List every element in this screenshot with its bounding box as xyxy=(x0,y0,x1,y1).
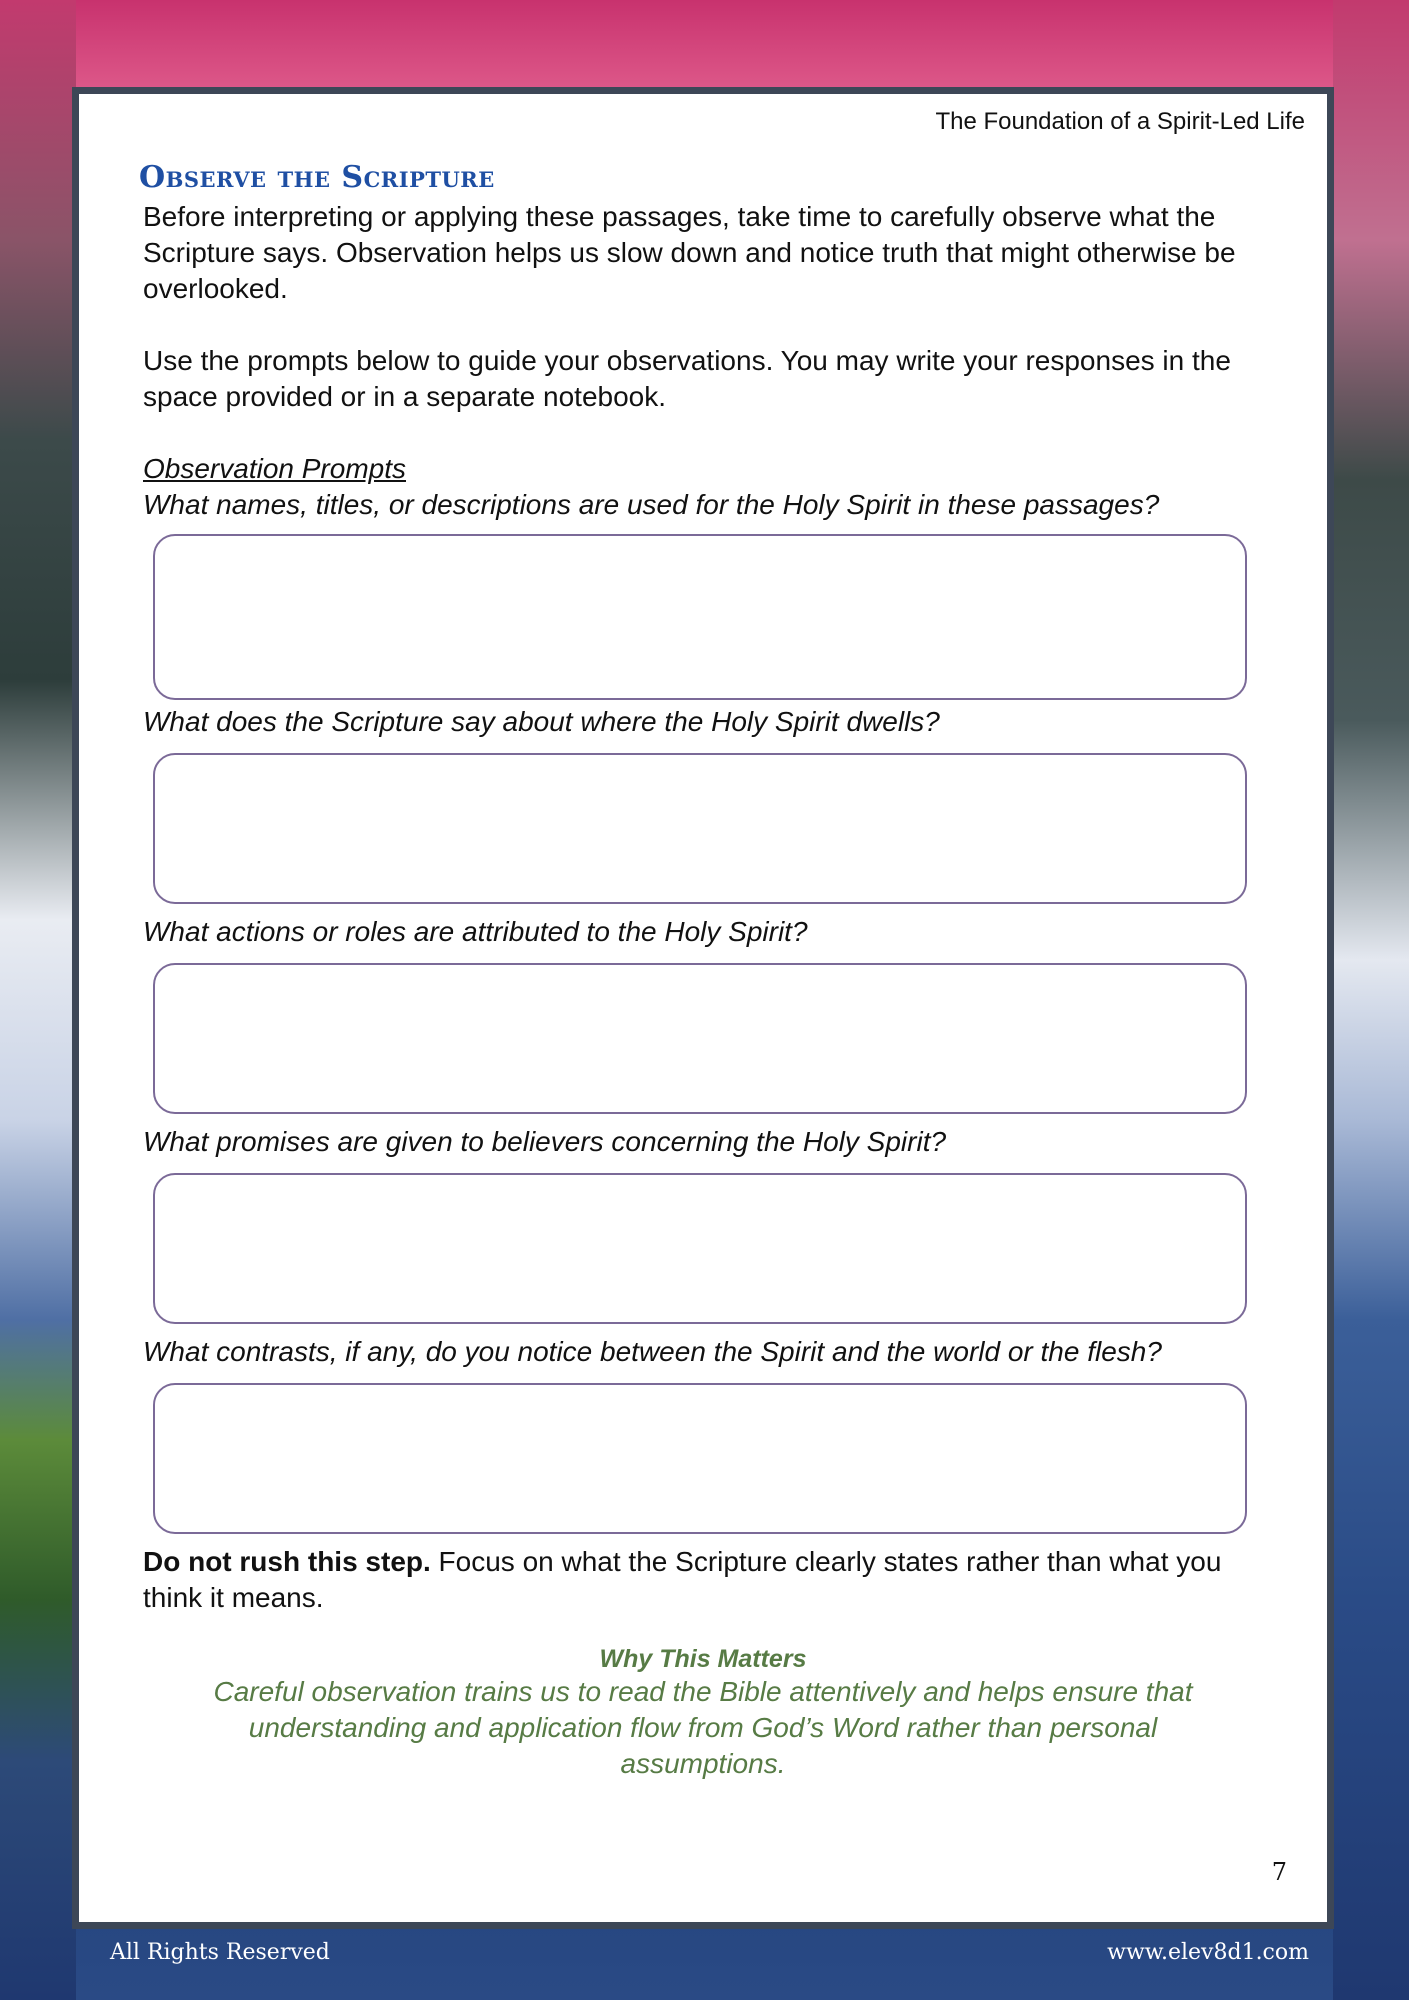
section-title: Observe the Scripture xyxy=(139,160,495,195)
why-title: Why This Matters xyxy=(599,1645,807,1673)
answer-box-1[interactable] xyxy=(153,534,1247,700)
answer-box-2[interactable] xyxy=(153,753,1247,904)
running-head: The Foundation of a Spirit-Led Life xyxy=(935,108,1305,135)
why-text: Careful observation trains us to read the Bible attentively and helps ensure that understanding and application flow from God’s Word rather than personal assumptions. xyxy=(213,1676,1193,1779)
why-this-matters xyxy=(143,1644,1263,1782)
background-scenery-left xyxy=(0,0,76,2000)
note-bold: Do not rush this step. xyxy=(143,1546,431,1577)
intro-paragraph-1: Before interpreting or applying these passages, take time to carefully observe what the Scripture says. Observation helps us slow down and notice truth that might otherwise be overlooked. xyxy=(143,201,1236,304)
spacer xyxy=(143,307,1263,343)
footer-website: www.elev8d1.com xyxy=(1107,1940,1309,1965)
prompt-question-4: What promises are given to believers concerning the Holy Spirit? xyxy=(143,1126,947,1157)
worksheet-page xyxy=(72,87,1334,1929)
note-paragraph xyxy=(143,1544,1263,1616)
prompt-question-5: What contrasts, if any, do you notice between the Spirit and the world or the flesh? xyxy=(143,1336,1162,1367)
note-text: Focus on what the Scripture clearly states rather than what you think it means. xyxy=(143,1546,1222,1613)
page-content xyxy=(143,199,1263,1782)
background-scenery-right xyxy=(1333,0,1409,2000)
prompt-question-1: What names, titles, or descriptions are used for the Holy Spirit in these passages? xyxy=(143,489,1160,520)
prompt-question-2: What does the Scripture say about where the Holy Spirit dwells? xyxy=(143,706,940,737)
intro-paragraph-2: Use the prompts below to guide your observations. You may write your responses in the space provided or in a separate notebook. xyxy=(143,345,1231,412)
answer-box-5[interactable] xyxy=(153,1383,1247,1534)
spacer xyxy=(143,415,1263,451)
prompts-heading: Observation Prompts xyxy=(143,453,406,484)
prompt-question-3: What actions or roles are attributed to the Holy Spirit? xyxy=(143,916,808,947)
answer-box-3[interactable] xyxy=(153,963,1247,1114)
page-number: 7 xyxy=(1271,1858,1287,1886)
footer-rights: All Rights Reserved xyxy=(110,1940,330,1965)
answer-box-4[interactable] xyxy=(153,1173,1247,1324)
